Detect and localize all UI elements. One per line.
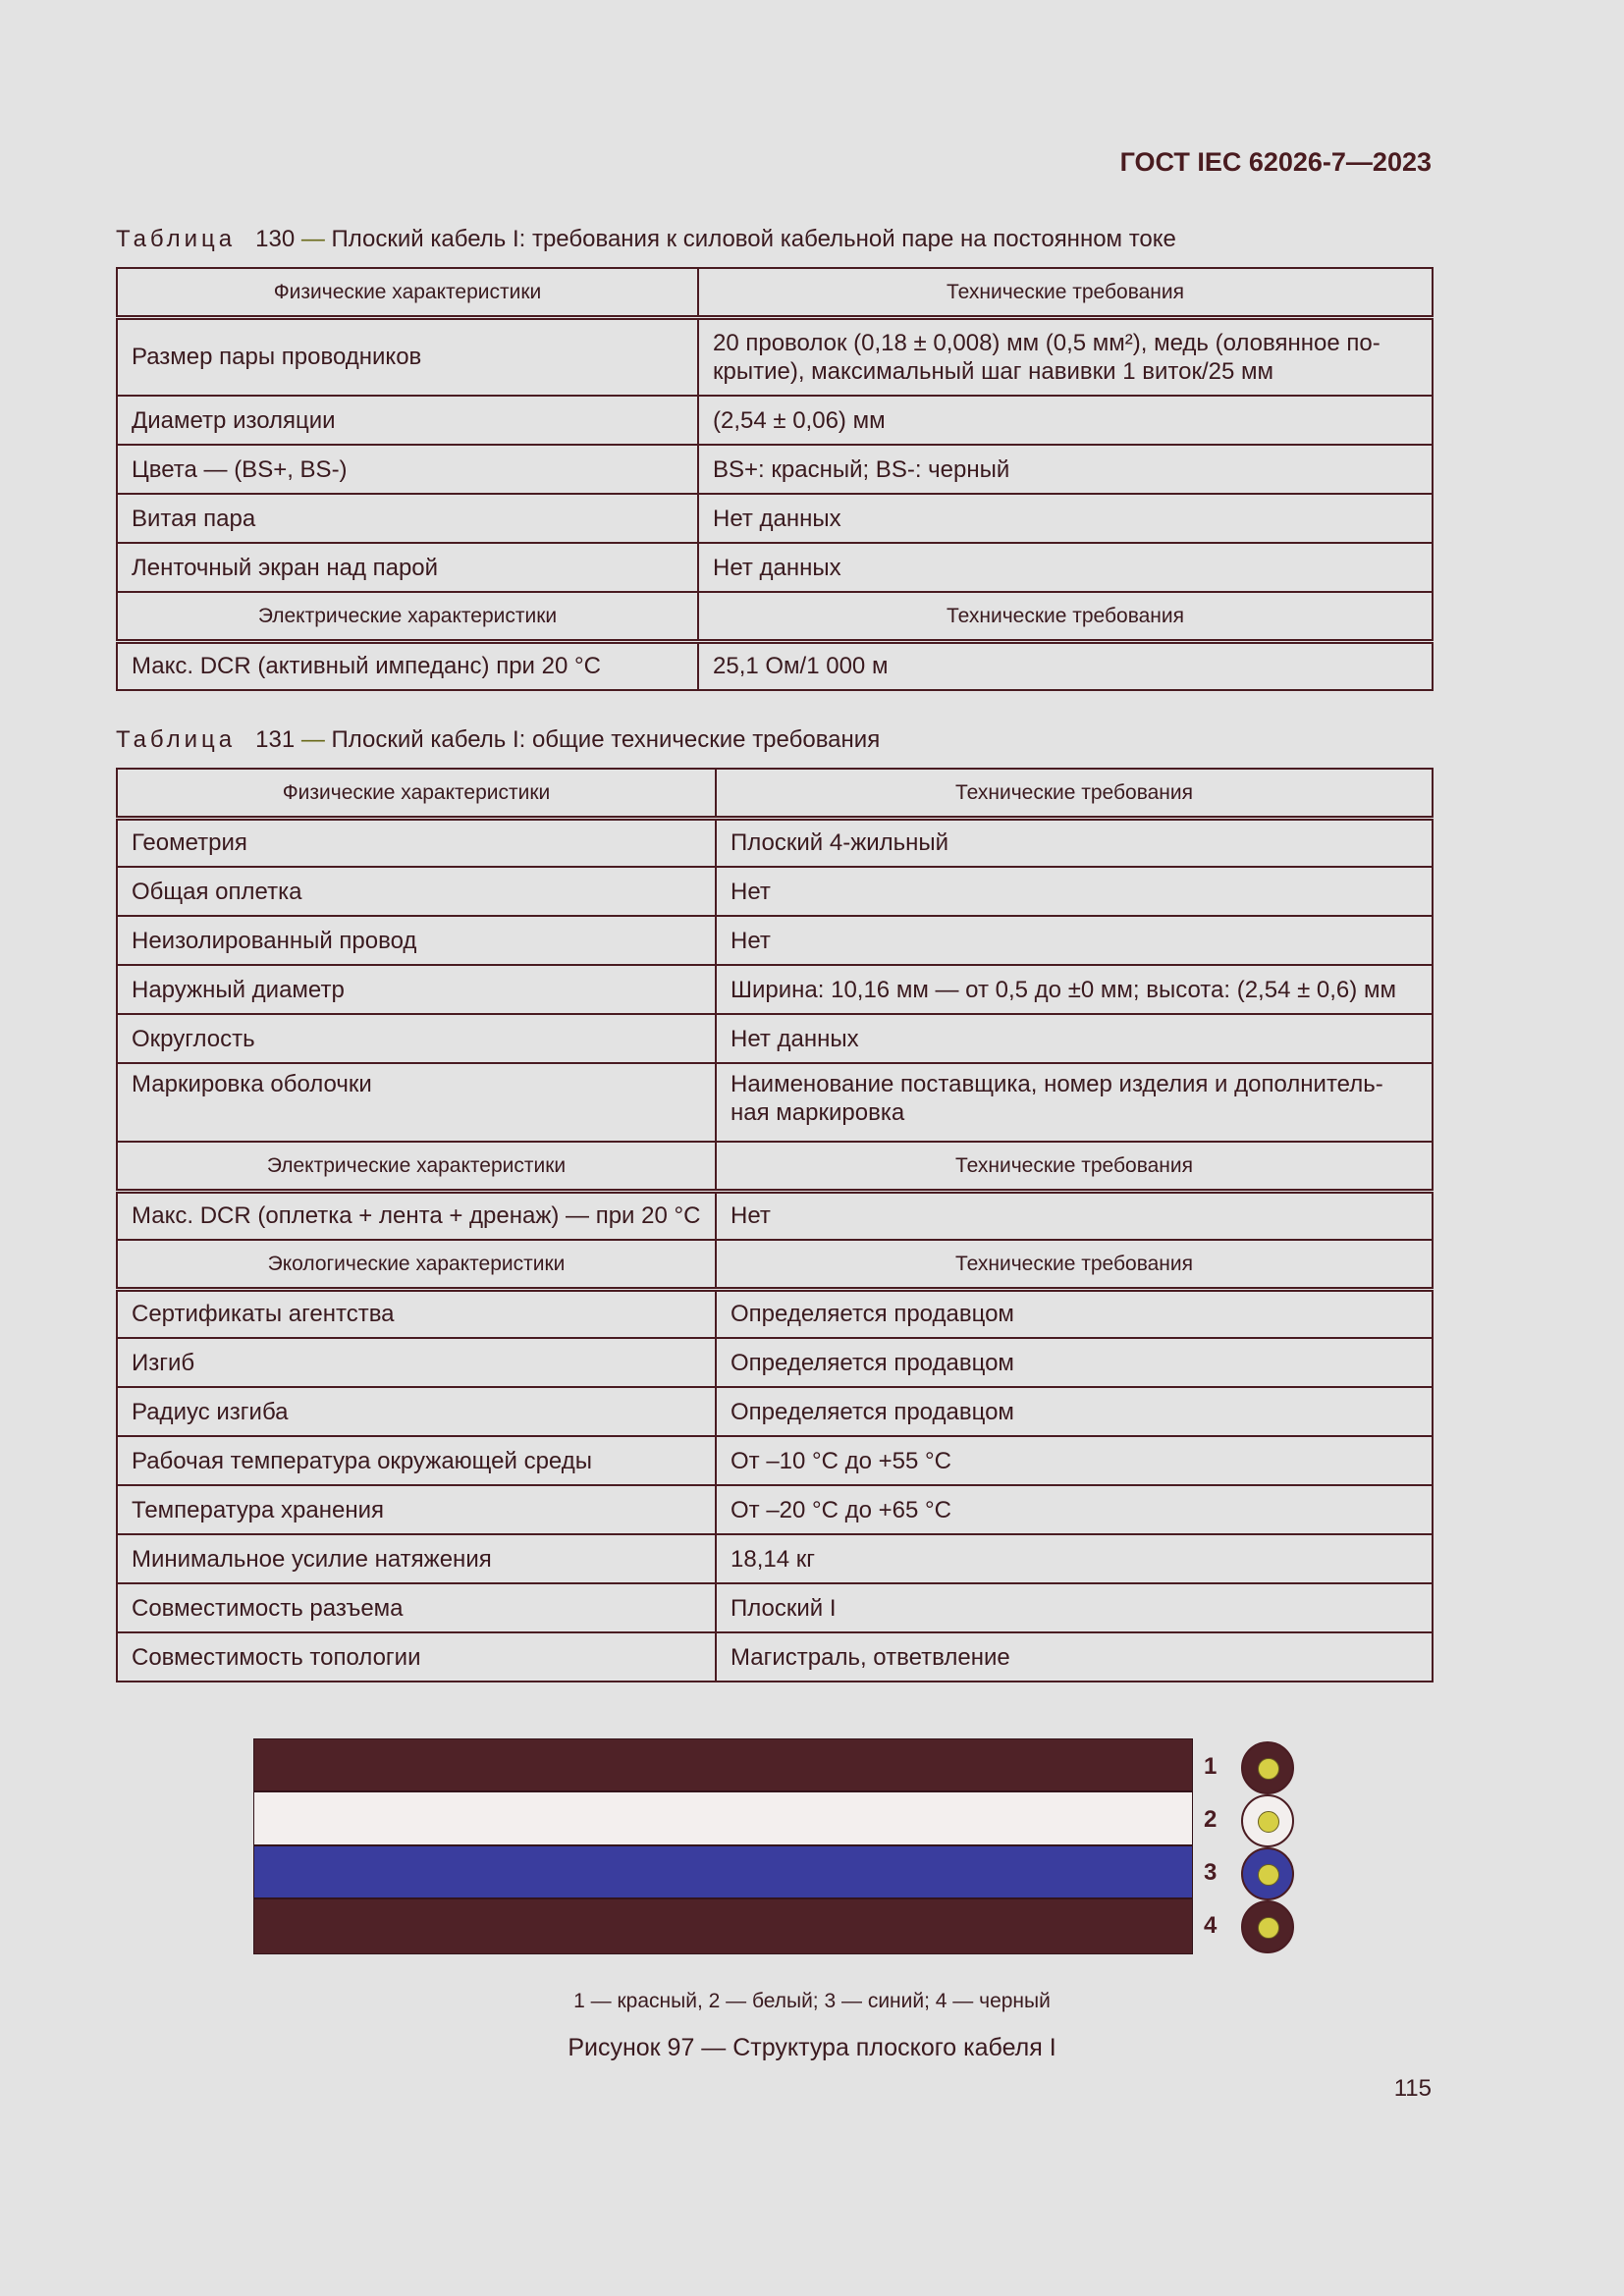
requirement-cell: 18,14 кг — [716, 1534, 1433, 1583]
parameter-cell: Изгиб — [117, 1338, 716, 1387]
table-row — [117, 1014, 1433, 1063]
figure-legend: 1 — красный, 2 — белый; 3 — синий; 4 — черный — [573, 1990, 1051, 2012]
parameter-cell: Радиус изгиба — [117, 1387, 716, 1436]
wire-number-label: 1 — [1204, 1753, 1218, 1780]
requirement-cell: Нет данных — [698, 543, 1433, 592]
table-131-body — [117, 769, 1433, 1682]
table-caption-label: Таблица — [116, 226, 237, 252]
table-row — [117, 1191, 1433, 1240]
table-row — [117, 1632, 1433, 1682]
requirement-cell: Нет — [716, 867, 1433, 916]
requirement-cell: От –10 °С до +55 °С — [716, 1436, 1433, 1485]
table-row — [117, 1534, 1433, 1583]
table-row — [117, 396, 1433, 445]
page-number: 115 — [1393, 2075, 1432, 2102]
requirement-cell: Определяется продавцом — [716, 1387, 1433, 1436]
table-row — [117, 1485, 1433, 1534]
requirement-cell: Определяется продавцом — [716, 1338, 1433, 1387]
requirement-cell: Нет — [716, 916, 1433, 965]
wire-number-label: 2 — [1204, 1806, 1218, 1833]
table-header-cell: Физические характеристики — [117, 268, 698, 317]
requirement-cell: 25,1 Ом/1 000 м — [698, 641, 1433, 690]
table-row — [117, 445, 1433, 494]
wire-cross-section — [1241, 1900, 1294, 1953]
wire-core — [1258, 1917, 1279, 1939]
table-row — [117, 1387, 1433, 1436]
parameter-cell: Маркировка оболочки — [117, 1063, 716, 1142]
requirement-cell: 20 проволок (0,18 ± 0,008) мм (0,5 мм²), медь (оловянное по-крытие), максимальный шаг навивки 1 виток/25 мм — [698, 317, 1433, 396]
parameter-cell: Макс. DCR (оплетка + лента + дренаж) — при 20 °С — [117, 1191, 716, 1240]
table-130 — [116, 267, 1434, 691]
table-row — [117, 818, 1433, 867]
requirement-cell: Магистраль, ответвление — [716, 1632, 1433, 1682]
table-row — [117, 1063, 1433, 1142]
wire-number-label: 3 — [1204, 1859, 1218, 1886]
table-caption-number: 130 — [255, 226, 296, 252]
table-header-cell: Электрические характеристики — [117, 592, 698, 641]
parameter-cell: Неизолированный провод — [117, 916, 716, 965]
requirement-cell: (2,54 ± 0,06) мм — [698, 396, 1433, 445]
parameter-cell: Наружный диаметр — [117, 965, 716, 1014]
table-row — [117, 1436, 1433, 1485]
wire-core — [1258, 1811, 1279, 1833]
table-row — [117, 543, 1433, 592]
table-header-row — [117, 769, 1433, 818]
table-row — [117, 867, 1433, 916]
table-header-cell: Технические требования — [716, 1142, 1433, 1191]
parameter-cell: Округлость — [117, 1014, 716, 1063]
parameter-cell: Рабочая температура окружающей среды — [117, 1436, 716, 1485]
table-header-cell: Технические требования — [698, 268, 1433, 317]
table-row — [117, 965, 1433, 1014]
requirement-cell: Плоский 4-жильный — [716, 818, 1433, 867]
table-row — [117, 494, 1433, 543]
table-row — [117, 1289, 1433, 1338]
cable-structure-figure — [253, 1738, 1294, 1954]
table-caption-text: Плоский кабель I: общие технические требования — [331, 726, 881, 753]
table-131 — [116, 768, 1434, 1682]
requirement-cell: Ширина: 10,16 мм — от 0,5 до ±0 мм; высота: (2,54 ± 0,6) мм — [716, 965, 1433, 1014]
parameter-cell: Диаметр изоляции — [117, 396, 698, 445]
table-row — [117, 1338, 1433, 1387]
wire-core — [1258, 1864, 1279, 1886]
table-header-cell: Электрические характеристики — [117, 1142, 716, 1191]
wire-cross-section — [1241, 1847, 1294, 1900]
table-header-row — [117, 1240, 1433, 1289]
parameter-cell: Температура хранения — [117, 1485, 716, 1534]
table-130-body — [117, 268, 1433, 690]
requirement-cell: От –20 °С до +65 °С — [716, 1485, 1433, 1534]
table-caption-dash: — — [300, 726, 325, 753]
parameter-cell: Сертификаты агентства — [117, 1289, 716, 1338]
parameter-cell: Совместимость разъема — [117, 1583, 716, 1632]
table-row — [117, 317, 1433, 396]
table-header-cell: Физические характеристики — [117, 769, 716, 818]
cable-wire-3 — [253, 1845, 1193, 1898]
parameter-cell: Общая оплетка — [117, 867, 716, 916]
table-header-cell: Технические требования — [698, 592, 1433, 641]
requirement-cell: Определяется продавцом — [716, 1289, 1433, 1338]
requirement-cell: Нет данных — [716, 1014, 1433, 1063]
document-header: ГОСТ IEC 62026-7—2023 — [1119, 147, 1432, 177]
wire-number-label: 4 — [1204, 1912, 1218, 1939]
table-131-caption — [116, 726, 880, 754]
table-caption-label: Таблица — [116, 726, 237, 753]
figure-caption: Рисунок 97 — Структура плоского кабеля I — [568, 2034, 1056, 2061]
cable-wire-1 — [253, 1738, 1193, 1791]
requirement-cell: Плоский I — [716, 1583, 1433, 1632]
table-row — [117, 641, 1433, 690]
parameter-cell: Размер пары проводников — [117, 317, 698, 396]
parameter-cell: Геометрия — [117, 818, 716, 867]
table-row — [117, 1583, 1433, 1632]
table-caption-text: Плоский кабель I: требования к силовой кабельной паре на постоянном токе — [331, 226, 1176, 252]
requirement-cell: Наименование поставщика, номер изделия и дополнитель-ная маркировка — [716, 1063, 1433, 1142]
table-130-caption — [116, 226, 1176, 253]
table-header-row — [117, 268, 1433, 317]
wire-cross-section — [1241, 1741, 1294, 1794]
requirement-cell: BS+: красный; BS-: черный — [698, 445, 1433, 494]
table-caption-number: 131 — [255, 726, 296, 753]
table-header-cell: Технические требования — [716, 1240, 1433, 1289]
table-header-cell: Экологические характеристики — [117, 1240, 716, 1289]
requirement-cell: Нет данных — [698, 494, 1433, 543]
table-caption-dash: — — [300, 226, 325, 252]
parameter-cell: Минимальное усилие натяжения — [117, 1534, 716, 1583]
wire-core — [1258, 1758, 1279, 1780]
parameter-cell: Совместимость топологии — [117, 1632, 716, 1682]
parameter-cell: Макс. DCR (активный импеданс) при 20 °С — [117, 641, 698, 690]
requirement-cell: Нет — [716, 1191, 1433, 1240]
table-header-row — [117, 592, 1433, 641]
table-header-row — [117, 1142, 1433, 1191]
cable-wire-4 — [253, 1898, 1193, 1954]
parameter-cell: Ленточный экран над парой — [117, 543, 698, 592]
wire-cross-section — [1241, 1794, 1294, 1847]
parameter-cell: Цвета — (BS+, BS-) — [117, 445, 698, 494]
table-row — [117, 916, 1433, 965]
cable-wire-2 — [253, 1791, 1193, 1845]
parameter-cell: Витая пара — [117, 494, 698, 543]
table-header-cell: Технические требования — [716, 769, 1433, 818]
